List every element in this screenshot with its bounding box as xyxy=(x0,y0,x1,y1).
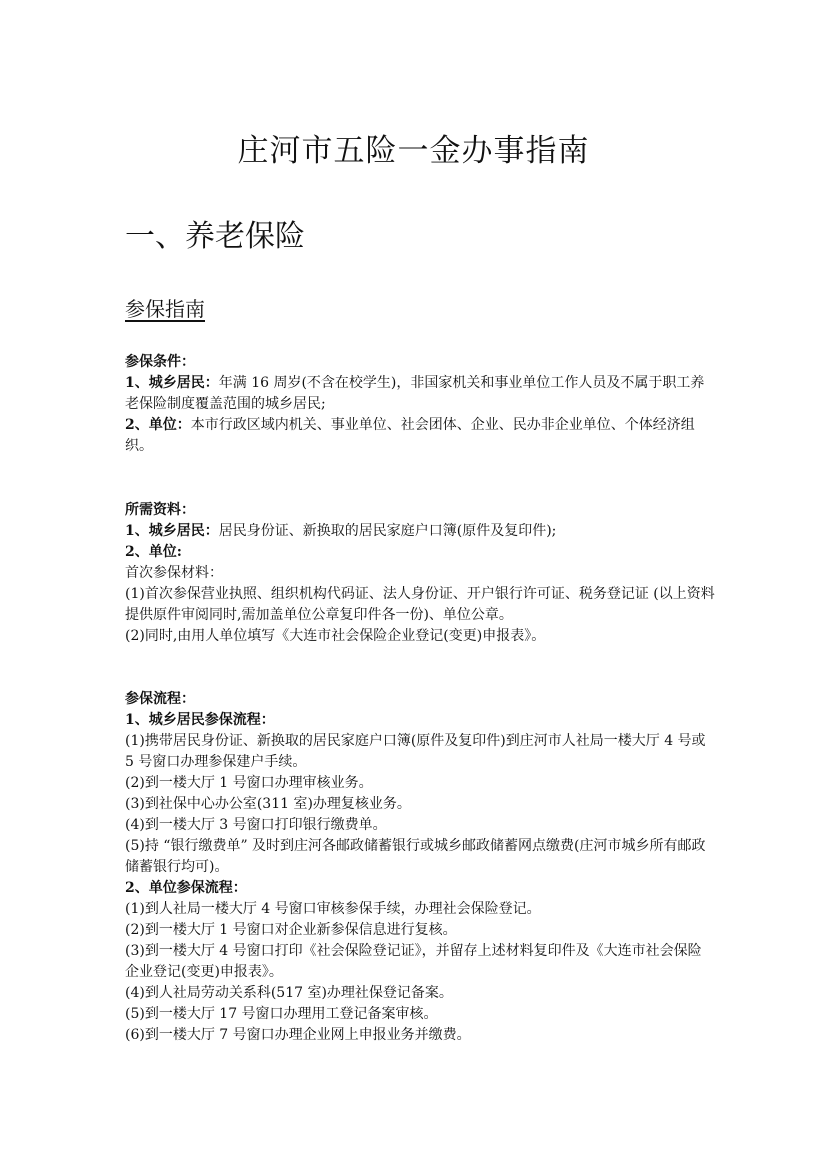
materials-resident-label: 1、城乡居民： xyxy=(125,523,219,539)
unit-process-step: (1)到人社局一楼大厅 4 号窗口审核参保手续，办理社会保险登记。 xyxy=(125,901,541,917)
materials-unit-label: 2、单位: xyxy=(125,544,182,560)
materials-resident-text: 居民身份证、新换取的居民家庭户口簿(原件及复印件); xyxy=(218,523,557,539)
unit-process-heading: 2、单位参保流程： xyxy=(125,880,247,896)
materials-item: (2)同时,由用人单位填写《大连市社会保险企业登记(变更)申报表》。 xyxy=(125,628,546,644)
condition-unit-text: 本市行政区域内机关、事业单位、社会团体、企业、民办非企业单位、个体经济组织。 xyxy=(125,417,695,454)
unit-process-step: (6)到一楼大厅 7 号窗口办理企业网上申报业务并缴费。 xyxy=(125,1027,471,1043)
resident-process-step: (4)到一楼大厅 3 号窗口打印银行缴费单。 xyxy=(125,817,387,833)
materials-item: (1)首次参保营业执照、组织机构代码证、法人身份证、开户银行许可证、税务登记证 (以上资料提供原件审阅同时,需加盖单位公章复印件各一份)、单位公章。 xyxy=(125,586,715,623)
document-content xyxy=(125,352,715,1046)
resident-process-step: (2)到一楼大厅 1 号窗口办理审核业务。 xyxy=(125,775,373,791)
section-spacing xyxy=(125,647,715,689)
document-title: 庄河市五险一金办事指南 xyxy=(237,133,590,169)
resident-process-heading: 1、城乡居民参保流程： xyxy=(125,712,275,728)
resident-process-step: (1)携带居民身份证、新换取的居民家庭户口簿(原件及复印件)到庄河市人社局一楼大厅 4 号或 5 号窗口办理参保建户手续。 xyxy=(125,733,706,770)
resident-process-step: (3)到社保中心办公室(311 室)办理复核业务。 xyxy=(125,796,411,812)
unit-process-step: (5)到一楼大厅 17 号窗口办理用工登记备案审核。 xyxy=(125,1006,438,1022)
section-spacing xyxy=(125,457,715,500)
condition-resident xyxy=(125,373,715,415)
section-title: 参保指南 xyxy=(125,297,205,321)
condition-resident-label: 1、城乡居民： xyxy=(125,375,219,391)
condition-unit xyxy=(125,415,715,457)
condition-unit-label: 2、单位： xyxy=(125,417,191,433)
materials-resident xyxy=(125,521,715,542)
first-time-materials-heading: 首次参保材料： xyxy=(125,565,223,581)
materials-heading: 所需资料： xyxy=(125,502,195,518)
unit-process-step: (3)到一楼大厅 4 号窗口打印《社会保险登记证》，并留存上述材料复印件及《大连市社会保险企业登记(变更)申报表》。 xyxy=(125,943,702,980)
resident-process-step: (5)持 “银行缴费单” 及时到庄河各邮政储蓄银行或城乡邮政储蓄网点缴费(庄河市城乡所有邮政储蓄银行均可)。 xyxy=(125,838,706,875)
chapter-title: 一、养老保险 xyxy=(125,219,305,254)
unit-process-step: (2)到一楼大厅 1 号窗口对企业新参保信息进行复核。 xyxy=(125,922,457,938)
condition-resident-text: 年满 16 周岁(不含在校学生)，非国家机关和事业单位工作人员及不属于职工养老保险制度覆盖范围的城乡居民; xyxy=(125,375,705,412)
conditions-heading: 参保条件： xyxy=(125,354,195,370)
unit-process-step: (4)到人社局劳动关系科(517 室)办理社保登记备案。 xyxy=(125,985,453,1001)
process-heading: 参保流程： xyxy=(125,691,195,707)
